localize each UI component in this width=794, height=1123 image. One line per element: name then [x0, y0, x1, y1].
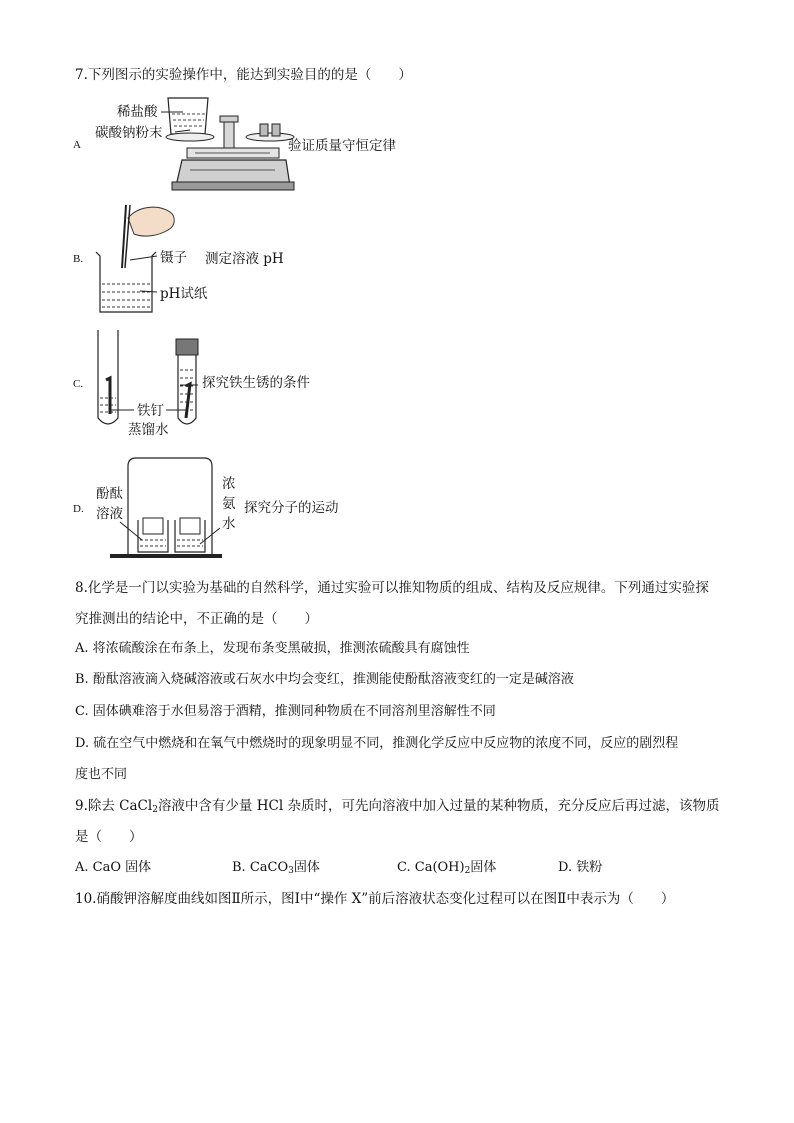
q7-b-label-paper: pH试纸 — [160, 286, 208, 302]
q7-a-purpose: 验证质量守恒定律 — [288, 138, 396, 154]
q7-c-purpose: 探究铁生锈的条件 — [202, 375, 310, 391]
q7-option-b-letter: B. — [73, 253, 84, 265]
q7-c-label-water: 蒸馏水 — [128, 422, 169, 438]
q7-option-d-letter: D. — [73, 503, 84, 515]
q7-stem: 7.下列图示的实验操作中，能达到实验目的的是（ ） — [75, 67, 412, 83]
q9-option-d: D. 铁粉 — [558, 860, 603, 875]
q9-option-b: B. CaCO$_3$固体 — [232, 860, 320, 876]
q7-d-label-phenol-2: 溶液 — [96, 506, 123, 522]
q8-stem-line1: 8.化学是一门以实验为基础的自然科学，通过实验可以推知物质的组成、结构及反应规律。下列通过实验探 — [75, 580, 709, 596]
q7-option-c-letter: C. — [73, 378, 84, 390]
q7-d-label-ammonia-3: 水 — [222, 516, 236, 532]
q9-stem-line1: 9.除去 CaCl$_2$溶液中含有少量 HCl 杂质时，可先向溶液中加入过量的某种物质，充分反应后再过滤，该物质 — [75, 798, 720, 815]
q7-d-label-phenol-1: 酚酞 — [96, 486, 123, 502]
q7-a-label-acid: 稀盐酸 — [117, 104, 158, 120]
q8-option-d: D. 硫在空气中燃烧和在氧气中燃烧时的现象明显不同，推测化学反应中反应物的浓度不同，反应的剧烈程 — [75, 736, 679, 751]
q8-option-d-cont: 度也不同 — [75, 767, 128, 782]
q7-option-a-letter: A — [73, 139, 81, 151]
q7-c-label-nail: 铁钉 — [137, 403, 164, 419]
q7-d-label-ammonia-2: 氨 — [222, 496, 236, 512]
q8-stem-line2: 究推测出的结论中，不正确的是（ ） — [75, 611, 318, 627]
q10-stem: 10.硝酸钾溶解度曲线如图Ⅱ所示，图Ⅰ中“操作 X”前后溶液状态变化过程可以在图Ⅱ中表示为（ ） — [75, 891, 675, 907]
q7-a-label-powder: 碳酸钠粉末 — [95, 125, 163, 141]
q9-stem-line2: 是（ ） — [75, 829, 143, 845]
q8-option-a: A. 将浓硫酸涂在布条上，发现布条变黑破损，推测浓硫酸具有腐蚀性 — [75, 641, 470, 656]
q9-option-a: A. CaO 固体 — [75, 860, 152, 875]
q7-d-label-ammonia-1: 浓 — [222, 476, 236, 492]
q7-b-purpose: 测定溶液 pH — [205, 251, 284, 267]
q7-b-label-tweezers: 镊子 — [160, 250, 187, 266]
q8-option-c: C. 固体碘难溶于水但易溶于酒精，推测同种物质在不同溶剂里溶解性不同 — [75, 704, 496, 719]
q7-d-purpose: 探究分子的运动 — [244, 500, 339, 516]
q8-option-b: B. 酚酞溶液滴入烧碱溶液或石灰水中均会变红，推测能使酚酞溶液变红的一定是碱溶液 — [75, 672, 574, 687]
q9-option-c: C. $Ca(OH)_2$固体 — [397, 860, 497, 876]
